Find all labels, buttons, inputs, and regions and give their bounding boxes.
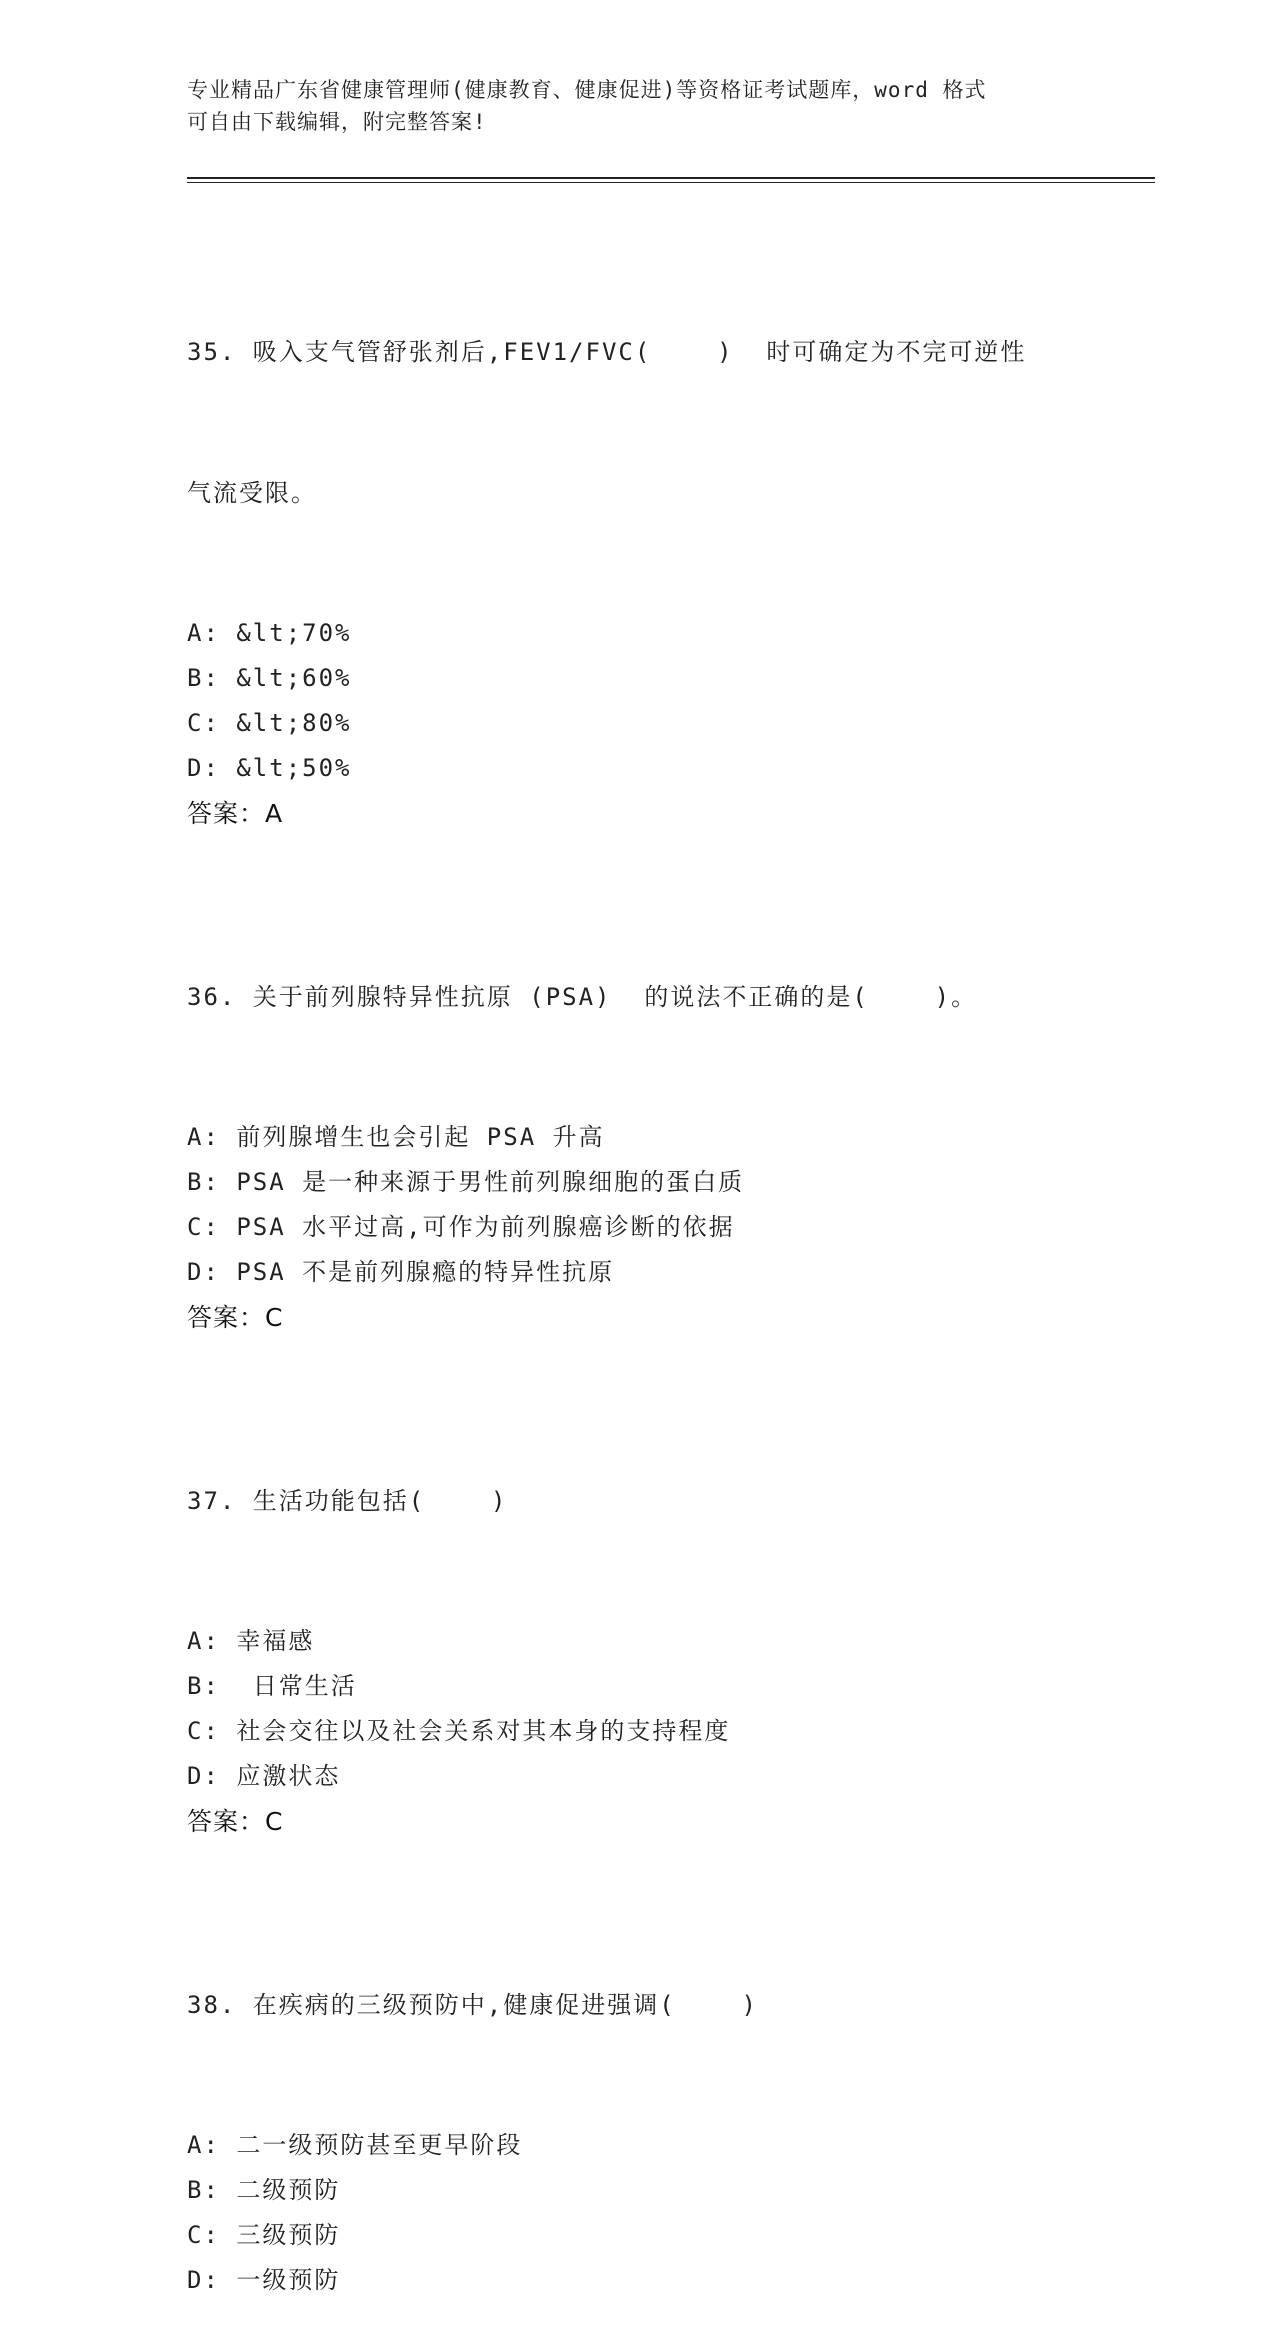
option-b: B: PSA 是一种来源于男性前列腺细胞的蛋白质 [187, 1168, 745, 1196]
option-b: B: 二级预防 [187, 2176, 341, 2204]
question-37 [187, 1384, 1147, 1844]
option-c: C: 社会交往以及社会关系对其本身的支持程度 [187, 1717, 731, 1745]
question-stem [187, 880, 1147, 1115]
question-list [187, 235, 1147, 2347]
question-36 [187, 880, 1147, 1340]
answer-label: 答案：C [187, 1303, 284, 1332]
question-stem-line: 37. 生活功能包括( ) [187, 1487, 508, 1515]
option-c: C: &lt;80% [187, 709, 352, 737]
option-a: A: &lt;70% [187, 619, 352, 647]
option-c: C: 三级预防 [187, 2221, 341, 2249]
question-stem [187, 235, 1147, 611]
question-stem-line: 35. 吸入支气管舒张剂后,FEV1/FVC( ) 时可确定为不完可逆性 [187, 338, 1027, 366]
option-c: C: PSA 水平过高,可作为前列腺癌诊断的依据 [187, 1213, 735, 1241]
question-stem-line: 气流受限。 [187, 479, 317, 507]
header-rule-thin [187, 182, 1155, 183]
question-stem [187, 1888, 1147, 2123]
option-a: A: 前列腺增生也会引起 PSA 升高 [187, 1123, 605, 1151]
option-b: B: &lt;60% [187, 664, 352, 692]
header-line-1: 专业精品广东省健康管理师(健康教育、健康促进)等资格证考试题库，word 格式 [187, 78, 987, 102]
option-d: D: 应激状态 [187, 1762, 341, 1790]
option-b: B: 日常生活 [187, 1672, 357, 1700]
answer-label: 答案：A [187, 799, 284, 828]
option-a: A: 二一级预防甚至更早阶段 [187, 2131, 523, 2159]
option-d: D: &lt;50% [187, 754, 352, 782]
header-line-2: 可自由下载编辑，附完整答案! [187, 110, 487, 134]
option-a: A: 幸福感 [187, 1627, 315, 1655]
answer-label: 答案：C [187, 1807, 284, 1836]
question-38 [187, 1888, 1147, 2303]
document-header [187, 74, 1087, 138]
header-rule-thick [187, 177, 1155, 179]
question-stem-line: 38. 在疾病的三级预防中,健康促进强调( ) [187, 1991, 758, 2019]
question-stem [187, 1384, 1147, 1619]
option-d: D: 一级预防 [187, 2266, 341, 2294]
option-d: D: PSA 不是前列腺瘾的特异性抗原 [187, 1258, 615, 1286]
question-35 [187, 235, 1147, 836]
question-stem-line: 36. 关于前列腺特异性抗原 (PSA) 的说法不正确的是( )。 [187, 983, 978, 1011]
